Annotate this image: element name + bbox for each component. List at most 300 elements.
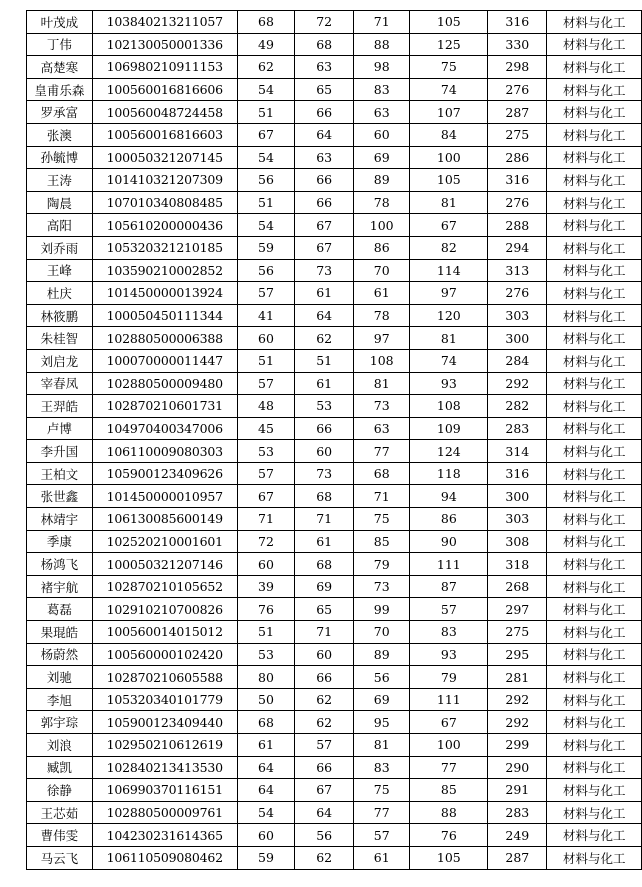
name-cell: 王羿皓 — [27, 395, 93, 418]
subject-one-score-cell: 60 — [353, 123, 409, 146]
politics-score-cell: 51 — [237, 621, 295, 644]
foreign-language-score-cell: 53 — [295, 395, 354, 418]
exam-id-cell: 100560014015012 — [92, 621, 237, 644]
foreign-language-score-cell: 62 — [295, 711, 354, 734]
total-score-cell: 330 — [488, 33, 547, 56]
politics-score-cell: 67 — [237, 485, 295, 508]
total-score-cell: 292 — [488, 711, 547, 734]
politics-score-cell: 54 — [237, 146, 295, 169]
subject-two-score-cell: 111 — [410, 553, 488, 576]
table-row — [27, 33, 642, 56]
total-score-cell: 297 — [488, 598, 547, 621]
major-cell: 材料与化工 — [547, 33, 642, 56]
exam-id-cell: 105320340101779 — [92, 688, 237, 711]
subject-one-score-cell: 69 — [353, 688, 409, 711]
exam-id-cell: 100050321207146 — [92, 553, 237, 576]
total-score-cell: 318 — [488, 553, 547, 576]
total-score-cell: 303 — [488, 508, 547, 531]
subject-two-score-cell: 90 — [410, 530, 488, 553]
name-cell: 杨蔚然 — [27, 643, 93, 666]
exam-id-cell: 100560000102420 — [92, 643, 237, 666]
foreign-language-score-cell: 69 — [295, 575, 354, 598]
politics-score-cell: 57 — [237, 462, 295, 485]
total-score-cell: 287 — [488, 846, 547, 869]
subject-one-score-cell: 75 — [353, 779, 409, 802]
subject-one-score-cell: 85 — [353, 530, 409, 553]
politics-score-cell: 60 — [237, 553, 295, 576]
exam-id-cell: 102870210105652 — [92, 575, 237, 598]
total-score-cell: 283 — [488, 801, 547, 824]
subject-two-score-cell: 83 — [410, 621, 488, 644]
politics-score-cell: 71 — [237, 508, 295, 531]
subject-two-score-cell: 75 — [410, 56, 488, 79]
exam-id-cell: 101450000010957 — [92, 485, 237, 508]
table-row — [27, 372, 642, 395]
table-row — [27, 508, 642, 531]
politics-score-cell: 68 — [237, 11, 295, 34]
politics-score-cell: 64 — [237, 779, 295, 802]
subject-two-score-cell: 85 — [410, 779, 488, 802]
subject-one-score-cell: 70 — [353, 259, 409, 282]
name-cell: 李升国 — [27, 440, 93, 463]
subject-two-score-cell: 74 — [410, 349, 488, 372]
table-row — [27, 756, 642, 779]
politics-score-cell: 51 — [237, 101, 295, 124]
major-cell: 材料与化工 — [547, 575, 642, 598]
subject-one-score-cell: 68 — [353, 462, 409, 485]
subject-two-score-cell: 84 — [410, 123, 488, 146]
total-score-cell: 286 — [488, 146, 547, 169]
total-score-cell: 298 — [488, 56, 547, 79]
exam-id-cell: 100050321207145 — [92, 146, 237, 169]
subject-two-score-cell: 100 — [410, 146, 488, 169]
politics-score-cell: 67 — [237, 123, 295, 146]
foreign-language-score-cell: 66 — [295, 666, 354, 689]
total-score-cell: 316 — [488, 169, 547, 192]
score-table — [26, 10, 642, 870]
subject-one-score-cell: 88 — [353, 33, 409, 56]
subject-one-score-cell: 61 — [353, 282, 409, 305]
table-row — [27, 259, 642, 282]
politics-score-cell: 61 — [237, 734, 295, 757]
table-row — [27, 666, 642, 689]
subject-one-score-cell: 78 — [353, 191, 409, 214]
foreign-language-score-cell: 71 — [295, 508, 354, 531]
politics-score-cell: 41 — [237, 304, 295, 327]
subject-two-score-cell: 109 — [410, 417, 488, 440]
name-cell: 王芯茹 — [27, 801, 93, 824]
politics-score-cell: 56 — [237, 169, 295, 192]
major-cell: 材料与化工 — [547, 621, 642, 644]
table-row — [27, 643, 642, 666]
table-row — [27, 824, 642, 847]
total-score-cell: 314 — [488, 440, 547, 463]
foreign-language-score-cell: 61 — [295, 530, 354, 553]
subject-one-score-cell: 63 — [353, 417, 409, 440]
subject-one-score-cell: 75 — [353, 508, 409, 531]
table-row — [27, 11, 642, 34]
exam-id-cell: 102870210601731 — [92, 395, 237, 418]
foreign-language-score-cell: 63 — [295, 56, 354, 79]
table-row — [27, 123, 642, 146]
name-cell: 葛磊 — [27, 598, 93, 621]
subject-two-score-cell: 97 — [410, 282, 488, 305]
major-cell: 材料与化工 — [547, 734, 642, 757]
total-score-cell: 275 — [488, 621, 547, 644]
subject-two-score-cell: 124 — [410, 440, 488, 463]
politics-score-cell: 39 — [237, 575, 295, 598]
major-cell: 材料与化工 — [547, 282, 642, 305]
subject-one-score-cell: 83 — [353, 756, 409, 779]
subject-two-score-cell: 93 — [410, 372, 488, 395]
table-row — [27, 621, 642, 644]
major-cell: 材料与化工 — [547, 508, 642, 531]
subject-two-score-cell: 74 — [410, 78, 488, 101]
subject-one-score-cell: 70 — [353, 621, 409, 644]
total-score-cell: 303 — [488, 304, 547, 327]
total-score-cell: 282 — [488, 395, 547, 418]
exam-id-cell: 102870210605588 — [92, 666, 237, 689]
major-cell: 材料与化工 — [547, 349, 642, 372]
major-cell: 材料与化工 — [547, 169, 642, 192]
subject-one-score-cell: 79 — [353, 553, 409, 576]
name-cell: 卢博 — [27, 417, 93, 440]
major-cell: 材料与化工 — [547, 259, 642, 282]
subject-two-score-cell: 111 — [410, 688, 488, 711]
major-cell: 材料与化工 — [547, 485, 642, 508]
subject-one-score-cell: 97 — [353, 327, 409, 350]
foreign-language-score-cell: 65 — [295, 598, 354, 621]
exam-id-cell: 105900123409626 — [92, 462, 237, 485]
foreign-language-score-cell: 67 — [295, 214, 354, 237]
name-cell: 果琨皓 — [27, 621, 93, 644]
table-row — [27, 349, 642, 372]
foreign-language-score-cell: 64 — [295, 123, 354, 146]
subject-two-score-cell: 86 — [410, 508, 488, 531]
politics-score-cell: 80 — [237, 666, 295, 689]
table-row — [27, 598, 642, 621]
table-row — [27, 236, 642, 259]
subject-one-score-cell: 89 — [353, 643, 409, 666]
table-row — [27, 282, 642, 305]
name-cell: 褚宇航 — [27, 575, 93, 598]
politics-score-cell: 57 — [237, 372, 295, 395]
major-cell: 材料与化工 — [547, 553, 642, 576]
major-cell: 材料与化工 — [547, 327, 642, 350]
subject-one-score-cell: 73 — [353, 575, 409, 598]
major-cell: 材料与化工 — [547, 688, 642, 711]
exam-id-cell: 101410321207309 — [92, 169, 237, 192]
name-cell: 张澳 — [27, 123, 93, 146]
politics-score-cell: 72 — [237, 530, 295, 553]
exam-id-cell: 104230231614365 — [92, 824, 237, 847]
subject-two-score-cell: 105 — [410, 846, 488, 869]
exam-id-cell: 107010340808485 — [92, 191, 237, 214]
table-row — [27, 417, 642, 440]
name-cell: 陶晨 — [27, 191, 93, 214]
subject-two-score-cell: 114 — [410, 259, 488, 282]
politics-score-cell: 53 — [237, 643, 295, 666]
total-score-cell: 292 — [488, 372, 547, 395]
politics-score-cell: 53 — [237, 440, 295, 463]
table-row — [27, 101, 642, 124]
major-cell: 材料与化工 — [547, 191, 642, 214]
table-row — [27, 214, 642, 237]
table-row — [27, 485, 642, 508]
exam-id-cell: 102880500006388 — [92, 327, 237, 350]
subject-one-score-cell: 71 — [353, 11, 409, 34]
exam-id-cell: 100560016816603 — [92, 123, 237, 146]
name-cell: 王柏文 — [27, 462, 93, 485]
subject-one-score-cell: 71 — [353, 485, 409, 508]
subject-two-score-cell: 79 — [410, 666, 488, 689]
table-row — [27, 734, 642, 757]
exam-id-cell: 102880500009761 — [92, 801, 237, 824]
table-body — [27, 11, 642, 870]
total-score-cell: 268 — [488, 575, 547, 598]
foreign-language-score-cell: 62 — [295, 846, 354, 869]
major-cell: 材料与化工 — [547, 101, 642, 124]
table-row — [27, 440, 642, 463]
foreign-language-score-cell: 64 — [295, 801, 354, 824]
name-cell: 杜庆 — [27, 282, 93, 305]
total-score-cell: 283 — [488, 417, 547, 440]
table-row — [27, 688, 642, 711]
exam-id-cell: 100070000011447 — [92, 349, 237, 372]
politics-score-cell: 45 — [237, 417, 295, 440]
major-cell: 材料与化工 — [547, 711, 642, 734]
total-score-cell: 287 — [488, 101, 547, 124]
table-row — [27, 462, 642, 485]
foreign-language-score-cell: 68 — [295, 553, 354, 576]
total-score-cell: 316 — [488, 11, 547, 34]
foreign-language-score-cell: 62 — [295, 688, 354, 711]
exam-id-cell: 105320321210185 — [92, 236, 237, 259]
subject-two-score-cell: 120 — [410, 304, 488, 327]
major-cell: 材料与化工 — [547, 824, 642, 847]
name-cell: 王涛 — [27, 169, 93, 192]
exam-id-cell: 106990370116151 — [92, 779, 237, 802]
exam-id-cell: 102840213413530 — [92, 756, 237, 779]
table-row — [27, 779, 642, 802]
table-row — [27, 553, 642, 576]
major-cell: 材料与化工 — [547, 146, 642, 169]
politics-score-cell: 68 — [237, 711, 295, 734]
name-cell: 李旭 — [27, 688, 93, 711]
major-cell: 材料与化工 — [547, 304, 642, 327]
major-cell: 材料与化工 — [547, 11, 642, 34]
subject-two-score-cell: 76 — [410, 824, 488, 847]
foreign-language-score-cell: 61 — [295, 372, 354, 395]
major-cell: 材料与化工 — [547, 56, 642, 79]
foreign-language-score-cell: 66 — [295, 191, 354, 214]
politics-score-cell: 51 — [237, 349, 295, 372]
name-cell: 徐静 — [27, 779, 93, 802]
subject-two-score-cell: 93 — [410, 643, 488, 666]
name-cell: 曹伟雯 — [27, 824, 93, 847]
politics-score-cell: 54 — [237, 78, 295, 101]
exam-id-cell: 101450000013924 — [92, 282, 237, 305]
politics-score-cell: 57 — [237, 282, 295, 305]
major-cell: 材料与化工 — [547, 417, 642, 440]
exam-id-cell: 104970400347006 — [92, 417, 237, 440]
politics-score-cell: 50 — [237, 688, 295, 711]
politics-score-cell: 59 — [237, 846, 295, 869]
name-cell: 郭宇琮 — [27, 711, 93, 734]
politics-score-cell: 51 — [237, 191, 295, 214]
name-cell: 杨鸿飞 — [27, 553, 93, 576]
foreign-language-score-cell: 66 — [295, 169, 354, 192]
subject-two-score-cell: 82 — [410, 236, 488, 259]
table-row — [27, 191, 642, 214]
exam-id-cell: 102130050001336 — [92, 33, 237, 56]
total-score-cell: 288 — [488, 214, 547, 237]
foreign-language-score-cell: 71 — [295, 621, 354, 644]
total-score-cell: 316 — [488, 462, 547, 485]
name-cell: 刘启龙 — [27, 349, 93, 372]
total-score-cell: 281 — [488, 666, 547, 689]
foreign-language-score-cell: 68 — [295, 33, 354, 56]
table-row — [27, 846, 642, 869]
table-row — [27, 146, 642, 169]
subject-two-score-cell: 77 — [410, 756, 488, 779]
name-cell: 刘浪 — [27, 734, 93, 757]
subject-one-score-cell: 61 — [353, 846, 409, 869]
name-cell: 丁伟 — [27, 33, 93, 56]
politics-score-cell: 59 — [237, 236, 295, 259]
subject-two-score-cell: 67 — [410, 711, 488, 734]
subject-one-score-cell: 56 — [353, 666, 409, 689]
name-cell: 罗承富 — [27, 101, 93, 124]
subject-two-score-cell: 57 — [410, 598, 488, 621]
total-score-cell: 300 — [488, 485, 547, 508]
foreign-language-score-cell: 61 — [295, 282, 354, 305]
table-row — [27, 327, 642, 350]
table-row — [27, 395, 642, 418]
exam-id-cell: 102880500009480 — [92, 372, 237, 395]
subject-one-score-cell: 86 — [353, 236, 409, 259]
exam-id-cell: 100050450111344 — [92, 304, 237, 327]
total-score-cell: 313 — [488, 259, 547, 282]
total-score-cell: 292 — [488, 688, 547, 711]
politics-score-cell: 60 — [237, 327, 295, 350]
subject-two-score-cell: 88 — [410, 801, 488, 824]
politics-score-cell: 62 — [237, 56, 295, 79]
exam-id-cell: 106110509080462 — [92, 846, 237, 869]
subject-two-score-cell: 94 — [410, 485, 488, 508]
major-cell: 材料与化工 — [547, 530, 642, 553]
total-score-cell: 276 — [488, 78, 547, 101]
table-row — [27, 801, 642, 824]
exam-id-cell: 100560016816606 — [92, 78, 237, 101]
name-cell: 王峰 — [27, 259, 93, 282]
total-score-cell: 294 — [488, 236, 547, 259]
politics-score-cell: 48 — [237, 395, 295, 418]
table-row — [27, 304, 642, 327]
foreign-language-score-cell: 66 — [295, 417, 354, 440]
foreign-language-score-cell: 68 — [295, 485, 354, 508]
table-row — [27, 711, 642, 734]
table-row — [27, 78, 642, 101]
foreign-language-score-cell: 63 — [295, 146, 354, 169]
exam-id-cell: 103840213211057 — [92, 11, 237, 34]
total-score-cell: 276 — [488, 282, 547, 305]
foreign-language-score-cell: 51 — [295, 349, 354, 372]
subject-two-score-cell: 118 — [410, 462, 488, 485]
subject-two-score-cell: 107 — [410, 101, 488, 124]
subject-two-score-cell: 125 — [410, 33, 488, 56]
total-score-cell: 299 — [488, 734, 547, 757]
foreign-language-score-cell: 66 — [295, 756, 354, 779]
major-cell: 材料与化工 — [547, 643, 642, 666]
major-cell: 材料与化工 — [547, 801, 642, 824]
politics-score-cell: 64 — [237, 756, 295, 779]
subject-one-score-cell: 73 — [353, 395, 409, 418]
total-score-cell: 275 — [488, 123, 547, 146]
subject-one-score-cell: 78 — [353, 304, 409, 327]
subject-one-score-cell: 98 — [353, 56, 409, 79]
total-score-cell: 295 — [488, 643, 547, 666]
total-score-cell: 284 — [488, 349, 547, 372]
major-cell: 材料与化工 — [547, 236, 642, 259]
foreign-language-score-cell: 56 — [295, 824, 354, 847]
name-cell: 高阳 — [27, 214, 93, 237]
exam-id-cell: 102910210700826 — [92, 598, 237, 621]
name-cell: 孙毓博 — [27, 146, 93, 169]
subject-one-score-cell: 108 — [353, 349, 409, 372]
foreign-language-score-cell: 73 — [295, 462, 354, 485]
subject-two-score-cell: 87 — [410, 575, 488, 598]
exam-id-cell: 102520210001601 — [92, 530, 237, 553]
subject-two-score-cell: 108 — [410, 395, 488, 418]
name-cell: 朱桂智 — [27, 327, 93, 350]
exam-id-cell: 106110009080303 — [92, 440, 237, 463]
exam-id-cell: 105900123409440 — [92, 711, 237, 734]
subject-one-score-cell: 57 — [353, 824, 409, 847]
politics-score-cell: 76 — [237, 598, 295, 621]
name-cell: 刘乔雨 — [27, 236, 93, 259]
exam-id-cell: 106130085600149 — [92, 508, 237, 531]
exam-id-cell: 100560048724458 — [92, 101, 237, 124]
subject-one-score-cell: 81 — [353, 372, 409, 395]
name-cell: 季康 — [27, 530, 93, 553]
name-cell: 马云飞 — [27, 846, 93, 869]
foreign-language-score-cell: 72 — [295, 11, 354, 34]
subject-one-score-cell: 99 — [353, 598, 409, 621]
foreign-language-score-cell: 60 — [295, 440, 354, 463]
table-row — [27, 56, 642, 79]
major-cell: 材料与化工 — [547, 395, 642, 418]
foreign-language-score-cell: 65 — [295, 78, 354, 101]
subject-two-score-cell: 100 — [410, 734, 488, 757]
major-cell: 材料与化工 — [547, 666, 642, 689]
major-cell: 材料与化工 — [547, 846, 642, 869]
foreign-language-score-cell: 67 — [295, 779, 354, 802]
name-cell: 张世鑫 — [27, 485, 93, 508]
major-cell: 材料与化工 — [547, 756, 642, 779]
foreign-language-score-cell: 62 — [295, 327, 354, 350]
name-cell: 叶茂成 — [27, 11, 93, 34]
subject-one-score-cell: 100 — [353, 214, 409, 237]
subject-one-score-cell: 63 — [353, 101, 409, 124]
subject-one-score-cell: 77 — [353, 801, 409, 824]
exam-id-cell: 102950210612619 — [92, 734, 237, 757]
table-row — [27, 169, 642, 192]
foreign-language-score-cell: 57 — [295, 734, 354, 757]
foreign-language-score-cell: 64 — [295, 304, 354, 327]
subject-one-score-cell: 77 — [353, 440, 409, 463]
exam-id-cell: 106980210911153 — [92, 56, 237, 79]
